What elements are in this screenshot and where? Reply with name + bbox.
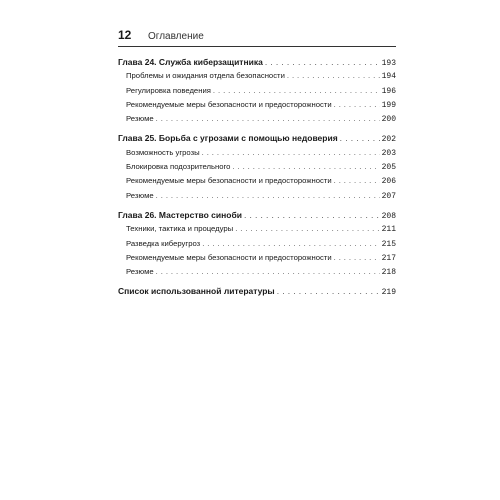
- toc-item: [118, 251, 396, 265]
- toc-chapter-26: [118, 208, 396, 279]
- item-page: 194: [381, 72, 396, 82]
- dot-leader: [156, 265, 380, 279]
- toc-chapter-entry: [118, 131, 396, 145]
- toc-bibliography: [118, 284, 396, 298]
- item-page: 206: [381, 177, 396, 187]
- item-title: Рекомендуемые меры безопасности и предосторожности: [126, 99, 332, 109]
- toc-item: [118, 160, 396, 174]
- dot-leader: [334, 251, 380, 265]
- chapter-title: Глава 24. Служба киберзащитника: [118, 57, 263, 67]
- item-page: 207: [381, 191, 396, 201]
- dot-leader: [334, 174, 380, 188]
- toc-bibliography-entry: [118, 284, 396, 298]
- item-title: Блокировка подозрительного: [126, 162, 231, 172]
- item-page: 200: [381, 115, 396, 125]
- toc-item: [118, 189, 396, 203]
- dot-leader: [287, 69, 380, 83]
- item-title: Проблемы и ожидания отдела безопасности: [126, 71, 285, 81]
- page-number: 12: [118, 28, 132, 42]
- item-page: 215: [381, 239, 396, 249]
- item-title: Техники, тактика и процедуры: [126, 224, 234, 234]
- chapter-page: 202: [381, 135, 396, 145]
- toc-item: [118, 174, 396, 188]
- dot-leader: [235, 222, 379, 236]
- toc-item: [118, 69, 396, 83]
- running-header: [118, 28, 396, 47]
- toc-item: [118, 84, 396, 98]
- table-of-contents: [118, 55, 396, 304]
- chapter-page: 208: [381, 211, 396, 221]
- dot-leader: [244, 208, 380, 222]
- item-title: Резюме: [126, 267, 154, 277]
- dot-leader: [213, 84, 380, 98]
- toc-chapter-25: [118, 131, 396, 202]
- dot-leader: [202, 237, 379, 251]
- item-page: 218: [381, 268, 396, 278]
- item-title: Резюме: [126, 190, 154, 200]
- dot-leader: [334, 98, 380, 112]
- toc-item: [118, 265, 396, 279]
- toc-item: [118, 146, 396, 160]
- item-title: Рекомендуемые меры безопасности и предосторожности: [126, 252, 332, 262]
- toc-item: [118, 98, 396, 112]
- toc-item: [118, 222, 396, 236]
- bibliography-page: 219: [381, 288, 396, 298]
- toc-chapter-entry: [118, 208, 396, 222]
- dot-leader: [202, 146, 380, 160]
- dot-leader: [340, 131, 380, 145]
- item-title: Возможность угрозы: [126, 147, 200, 157]
- item-title: Регулировка поведения: [126, 85, 211, 95]
- item-page: 205: [381, 163, 396, 173]
- item-page: 196: [381, 86, 396, 96]
- dot-leader: [232, 160, 379, 174]
- dot-leader: [156, 189, 380, 203]
- dot-leader: [277, 284, 380, 298]
- item-page: 217: [381, 253, 396, 263]
- toc-item: [118, 237, 396, 251]
- running-title: Оглавление: [148, 31, 204, 42]
- toc-chapter-24: [118, 55, 396, 126]
- bibliography-title: Список использованной литературы: [118, 286, 275, 297]
- item-page: 199: [381, 100, 396, 110]
- toc-chapter-entry: [118, 55, 396, 69]
- item-title: Рекомендуемые меры безопасности и предосторожности: [126, 176, 332, 186]
- toc-item: [118, 112, 396, 126]
- dot-leader: [265, 55, 380, 69]
- item-title: Разведка киберугроз: [126, 238, 201, 248]
- item-title: Резюме: [126, 114, 154, 124]
- item-page: 211: [381, 225, 396, 235]
- dot-leader: [156, 112, 380, 126]
- chapter-page: 193: [381, 59, 396, 68]
- item-page: 203: [381, 148, 396, 158]
- chapter-title: Глава 25. Борьба с угрозами с помощью недоверия: [118, 133, 338, 144]
- chapter-title: Глава 26. Мастерство синоби: [118, 209, 242, 220]
